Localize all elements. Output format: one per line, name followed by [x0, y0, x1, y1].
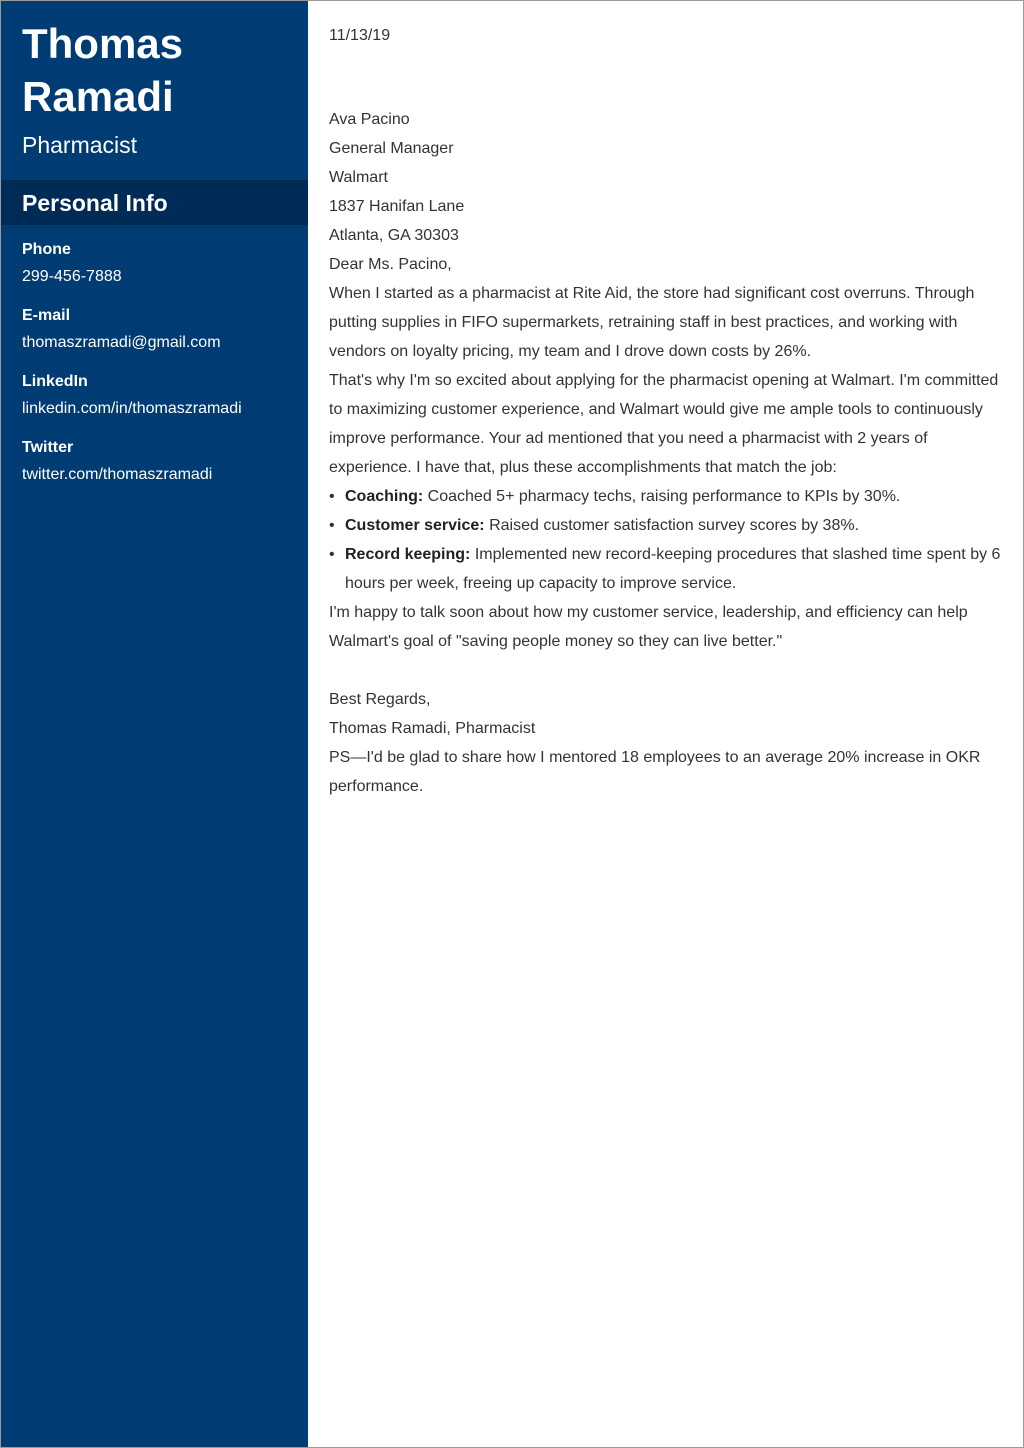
recipient-city: Atlanta, GA 30303: [329, 227, 459, 244]
linkedin-label: LinkedIn: [22, 373, 88, 390]
phone-label: Phone: [22, 241, 71, 258]
greeting: Dear Ms. Pacino,: [329, 256, 452, 273]
letter-date: 11/13/19: [329, 27, 391, 44]
signature: Thomas Ramadi, Pharmacist: [329, 720, 536, 737]
email-label: E-mail: [22, 307, 71, 324]
email-value: thomaszramadi@gmail.com: [22, 334, 221, 351]
list-item: [329, 511, 1009, 540]
letter-body: [329, 25, 1009, 801]
applicant-first-name: Thomas: [22, 20, 184, 67]
bullet-title: Coaching:: [345, 488, 424, 505]
signoff-block: [329, 685, 1009, 743]
recipient-title: General Manager: [329, 140, 454, 157]
twitter-label: Twitter: [22, 439, 74, 456]
bullet-title: Record keeping:: [345, 546, 471, 563]
recipient-street: 1837 Hanifan Lane: [329, 198, 465, 215]
sidebar: [1, 1, 308, 1447]
personal-info-title: Personal Info: [22, 190, 168, 216]
recipient-company: Walmart: [329, 169, 388, 186]
phone-value: 299-456-7888: [22, 268, 122, 285]
linkedin-value: linkedin.com/in/thomaszramadi: [22, 400, 242, 417]
contact-list: [22, 237, 302, 489]
applicant-last-name: Ramadi: [22, 73, 174, 120]
applicant-name: [22, 17, 302, 123]
twitter-value: twitter.com/thomaszramadi: [22, 466, 213, 483]
list-item: [329, 540, 1009, 598]
paragraph-intro: When I started as a pharmacist at Rite Aid, the store had significant cost overruns. Through putting supplies in FIFO supermarkets, retraining staff in best practices, and working with vendors on loyalty pricing, my team and I drove down costs by 26%.: [329, 285, 975, 360]
postscript: PS—I'd be glad to share how I mentored 18 employees to an average 20% increase in OKR performance.: [329, 749, 981, 795]
paragraph-closing: I'm happy to talk soon about how my customer service, leadership, and efficiency can help Walmart's goal of "saving people money so they can live better.": [329, 604, 968, 650]
personal-info-header: [1, 180, 308, 225]
closing-phrase: Best Regards,: [329, 691, 431, 708]
bullet-title: Customer service:: [345, 517, 485, 534]
recipient-block: [329, 105, 1009, 250]
applicant-role: Pharmacist: [22, 132, 138, 158]
bullet-text: Coached 5+ pharmacy techs, raising performance to KPIs by 30%.: [427, 488, 901, 505]
list-item: [329, 482, 1009, 511]
bullet-text: Implemented new record-keeping procedures that slashed time spent by 6 hours per week, freeing up capacity to improve service.: [345, 546, 1001, 592]
accomplishment-list: [329, 482, 1009, 598]
recipient-name: Ava Pacino: [329, 111, 410, 128]
bullet-text: Raised customer satisfaction survey scores by 38%.: [489, 517, 860, 534]
paragraph-motivation: That's why I'm so excited about applying for the pharmacist opening at Walmart. I'm committed to maximizing customer experience, and Walmart would give me ample tools to continuously improve performance. Your ad mentioned that you need a pharmacist with 2 years of experience. I have that, plus these accomplishments that match the job:: [329, 372, 999, 476]
